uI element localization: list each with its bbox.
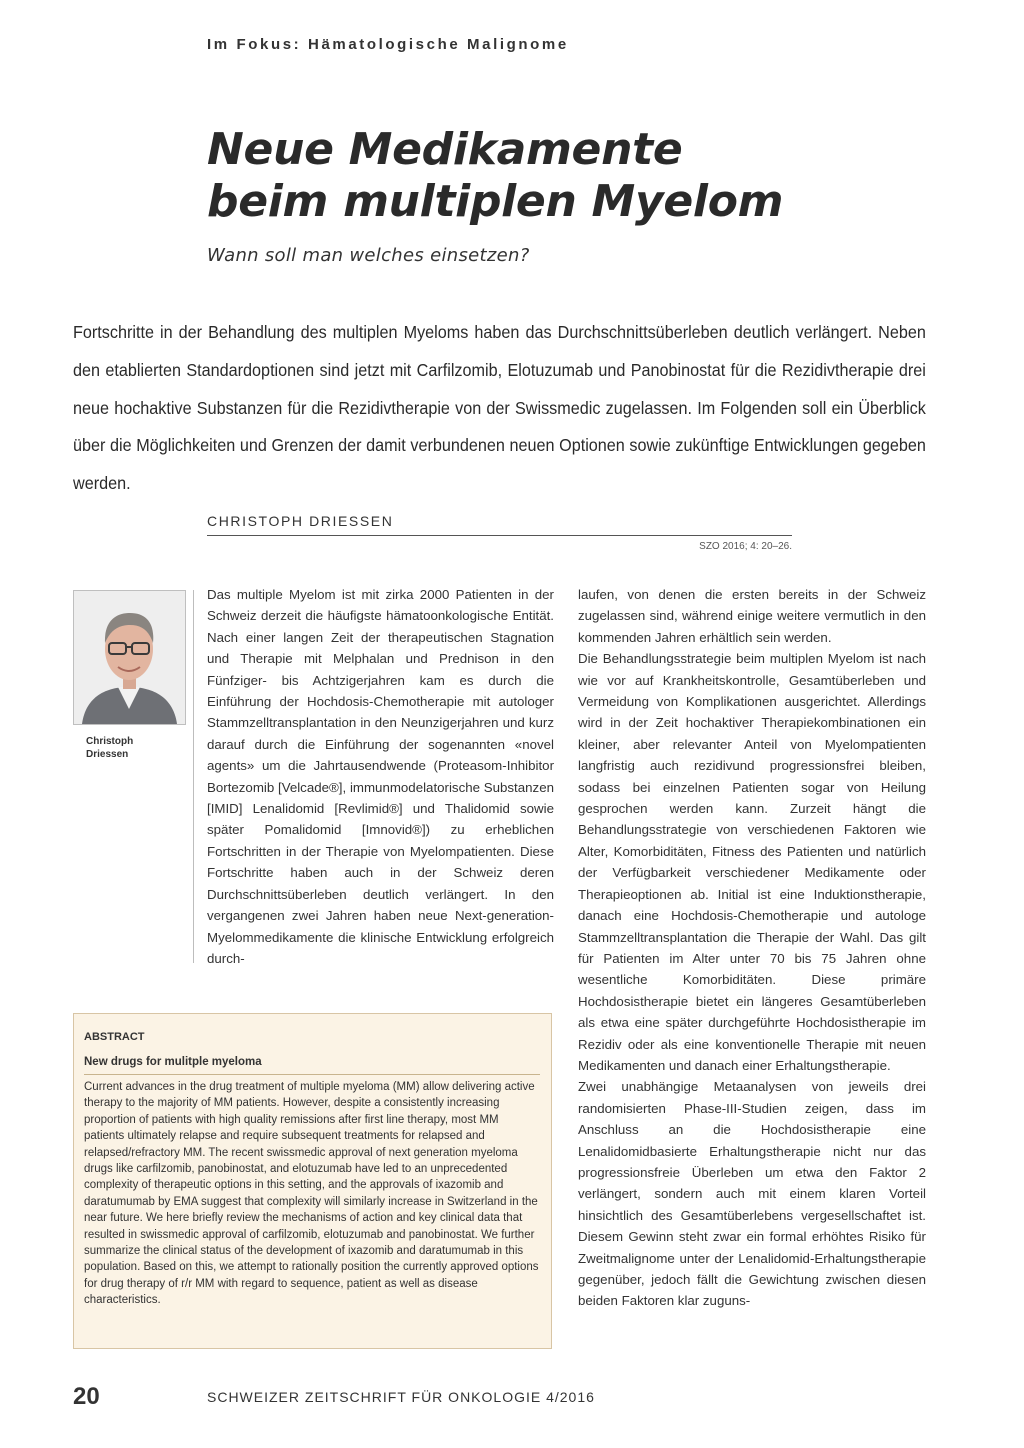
photo-caption-line-2: Driessen xyxy=(86,749,129,760)
abstract-divider xyxy=(84,1074,540,1075)
body-column-1 xyxy=(207,584,554,969)
page-number: 20 xyxy=(73,1383,100,1410)
photo-caption xyxy=(86,735,186,761)
author-portrait-icon xyxy=(74,591,185,724)
author-photo xyxy=(73,590,186,725)
abstract-text: Current advances in the drug treatment of multiple myeloma (MM) allow delivering active therapy to the majority of MM patients. However, despite a consistently increasing proportion of patients with high quality remissions after first line therapy, most MM patients ultimately relapse and require subsequent treatments for relapsed and relapsed/refractory MM. The recent swissmedic approval of next generation myeloma drugs like carfilzomib, panobinostat, and elotuzumab have led to an unprecedented complexity of therapeutic options in this setting, and the approvals of ixazomib and daratumumab by EMA suggest that complexity will similarly increase in Switzerland in the near future. We here briefly review the mechanisms of action and key clinical data that resulted in swissmedic approval of carfilzomib, elotuzumab and panobinostat. We further summarize the clinical status of the development of ixazomib and daratumumab in this population. Based on this, we attempt to rationally position the currently approved options for drug therapy of r/r MM with regard to sequence, patient as well as disease characteristics. xyxy=(84,1081,539,1307)
abstract-heading: ABSTRACT xyxy=(84,1031,145,1043)
photo-column-divider xyxy=(193,590,194,963)
title-line-1: Neue Medikamente xyxy=(207,124,683,175)
body-paragraph: laufen, von denen die ersten bereits in der Schweiz zugelassen sind, während einige weitere vermutlich in den kommenden Jahren erhältlich sein werden. xyxy=(578,587,926,645)
abstract-subheading: New drugs for mulitple myeloma xyxy=(84,1056,262,1068)
citation: SZO 2016; 4: 20–26. xyxy=(699,541,792,552)
article-subtitle: Wann soll man welches einsetzen? xyxy=(207,245,530,266)
title-line-2: beim multiplen Myelom xyxy=(207,176,784,227)
body-paragraph: Zwei unabhängige Metaanalysen von jeweils drei randomisierten Phase-III-Studien zeigen, dass im Anschluss an die Hochdosistherapie eine Lenalidomidbasierte Erhaltungstherapie nicht nur das progressionsfreie Überleben um etwa den Faktor 2 verlängert, sondern auch mit einem klaren Vorteil hinsichtlich des Gesamtüberlebens vergesellschaftet ist. Diesem Gewinn steht zwar ein formal erhöhtes Risiko für Zweitmalignome unter der Lenalidomid-Erhaltungstherapie gegenüber, jedoch fällt die Gewichtung zwischen diesen beiden Faktoren klar zuguns- xyxy=(578,1079,926,1309)
body-column-2 xyxy=(578,584,926,1312)
lead-paragraph: Fortschritte in der Behandlung des multiplen Myeloms haben das Durchschnittsüberleben deutlich verlängert. Neben den etablierten Standardoptionen sind jetzt mit Carfilzomib, Elotuzumab und Panobinostat für die Rezidivtherapie drei neue hochaktive Substanzen für die Rezidivtherapie von der Swissmedic zugelassen. Im Folgenden soll ein Überblick über die Möglichkeiten und Grenzen der damit verbundenen neuen Optionen sowie zukünftige Entwicklungen gegeben werden. xyxy=(73,322,926,494)
journal-name: SCHWEIZER ZEITSCHRIFT FÜR ONKOLOGIE 4/2016 xyxy=(207,1389,595,1405)
body-paragraph: Das multiple Myelom ist mit zirka 2000 Patienten in der Schweiz derzeit die häufigste hämatoonkologische Entität. Nach einer langen Zeit der therapeutischen Stagnation und Therapie mit Melphalan und Prednison in den Fünfziger- bis Achtzigerjahren kam es durch die Einführung der Hochdosis-Chemotherapie mit autologer Stammzelltransplantation in den Neunzigerjahren und kurz darauf durch die Einführung der sogenannten «novel agents» um die Jahrtausendwende (Proteasom-Inhibitor Bortezomib [Velcade®], immunmodelatorische Substanzen [IMID] Lenalidomid [Revlimid®] und Thalidomid sowie später Pomalidomid [Imnovid®]) zu erheblichen Fortschritten in der Therapie von Myelompatienten. Diese Fortschritte haben auch in der Schweiz deren Durchschnittsüberleben deutlich verlängert. In den vergangenen zwei Jahren haben neue Next-generation-Myelommedikamente die klinische Entwicklung erfolgreich durch- xyxy=(207,587,554,966)
author-divider xyxy=(207,535,792,536)
section-label: Im Fokus: Hämatologische Malignome xyxy=(207,36,569,53)
photo-caption-line-1: Christoph xyxy=(86,736,134,747)
author-name: CHRISTOPH DRIESSEN xyxy=(207,513,394,529)
article-title xyxy=(207,124,907,228)
body-paragraph: Die Behandlungsstrategie beim multiplen Myelom ist nach wie vor auf Krankheitskontrolle, Gesamtüberleben und Vermeidung von Komplikationen ausgerichtet. Allerdings wird in der Zeit hochaktiver Therapiekombinationen ein kleiner, aber relevanter Anteil von Myelompatienten langfristig auch rezidivund progressionsfrei bleiben, sodass bei einzelnen Patienten sogar von Heilung gesprochen werden kann. Zurzeit hängt die Behandlungsstrategie von verschiedenen Faktoren wie Alter, Komorbiditäten, Fitness des Patienten und natürlich der Verfügbarkeit verschiedener Medikamente oder Therapieoptionen ab. Initial ist eine Induktionstherapie, danach eine Hochdosis-Chemotherapie und autologe Stammzelltransplantation die Therapie der Wahl. Das gilt für Patienten im Alter unter 70 bis 75 Jahren ohne wesentliche Komorbiditäten. Diese primäre Hochdosistherapie bietet ein längeres Gesamtüberleben als etwa eine später durchgeführte Hochdosistherapie im Rezidiv oder als eine konventionelle Therapie mit neuen Medikamenten und danach einer Erhaltungstherapie. xyxy=(578,651,926,1073)
